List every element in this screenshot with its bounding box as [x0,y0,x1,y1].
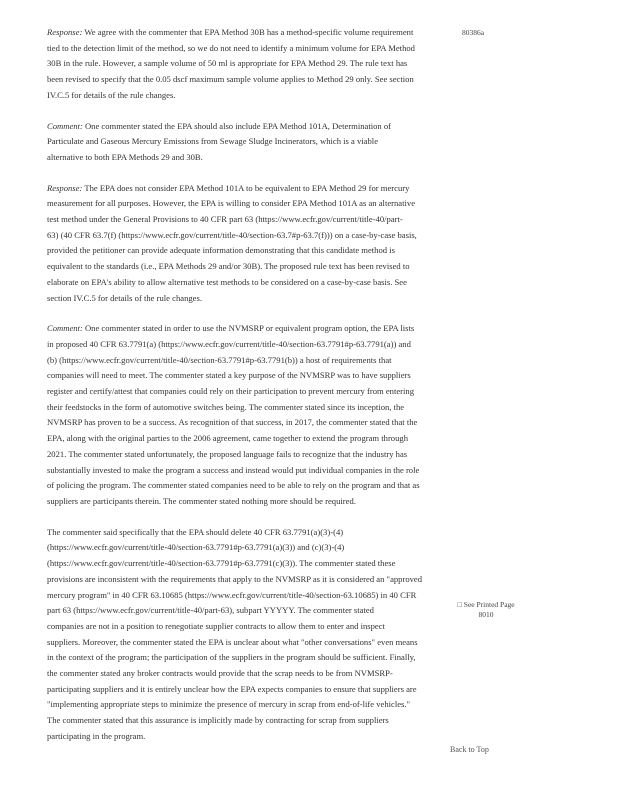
text-line [47,291,457,307]
text-line [47,25,457,41]
text-line [47,525,457,541]
document-body [47,25,457,760]
paragraph [47,525,457,745]
line-text: equivalent to the standards (i.e., EPA Methods 29 and/or 30B). The proposed rule text has been revised to [47,261,410,272]
text-line [47,635,457,651]
line-text: provided the petitioner can provide adequate information demonstrating that this candidate method is [47,245,395,256]
line-text: (b) (https://www.ecfr.gov/current/title-40/section-63.7791#p-63.7791(b)) a host of requirements that [47,354,392,365]
line-text: "implementing appropriate steps to minimize the presence of mercury in scrap from end-of-life vehicles." [47,699,411,710]
paragraph [47,321,457,509]
text-line [47,368,457,384]
back-to-top-link[interactable]: Back to Top [450,745,489,754]
line-text: been revised to specify that the 0.05 dscf maximum sample volume applies to Method 29 only. See section [47,74,414,85]
text-line [47,353,457,369]
line-text: mercury program" in 40 CFR 63.10685 (https://www.ecfr.gov/current/title-40/section-63.10685) in 40 CFR [47,589,417,600]
line-text: substantially invested to make the program a success and instead would put individual companies in the role [47,464,420,475]
line-text: IV.C.5 for details of the rule changes. [47,89,176,100]
line-text: companies will need to meet. The commenter stated a key purpose of the NVMSRP was to have suppliers [47,370,411,381]
line-text: register and certify/attest that companies could rely on their participation to prevent mercury from entering [47,386,415,397]
text-line [47,321,457,337]
printed-page-link[interactable] [456,600,516,620]
text-line [47,431,457,447]
paragraph-lead: Comment: [47,323,83,334]
line-text: (https://www.ecfr.gov/current/title-40/section-63.7791#p-63.7791(c)(3)). The commenter stated these [47,558,396,569]
text-line [47,697,457,713]
line-text: alternative to both EPA Methods 29 and 30B. [47,151,203,162]
page-icon: □ [457,600,462,609]
line-text: of policing the program. The commenter stated companies need to be able to rely on the program and that as [47,480,420,491]
text-line [47,134,457,150]
text-line [47,447,457,463]
line-text: in proposed 40 CFR 63.7791(a) (https://www.ecfr.gov/current/title-40/section-63.7791#p-63.7791(a)) and [47,338,411,349]
line-text: NVMSRP has proven to be a success. As recognition of that success, in 2017, the commenter stated that the [47,417,418,428]
text-line [47,682,457,698]
line-text: The commenter said specifically that the EPA should delete 40 CFR 63.7791(a)(3)-(4) [47,526,344,537]
text-line [47,603,457,619]
line-text: suppliers. Moreover, the commenter stated the EPA is unclear about what "other conversations" even means [47,636,418,647]
line-text: suppliers are participants therein. The commenter stated nothing more should be required. [47,495,356,506]
text-line [47,337,457,353]
text-line [47,619,457,635]
text-line [47,119,457,135]
line-text: participating suppliers and it is entirely unclear how the EPA expects companies to ensure that suppliers are [47,683,417,694]
line-text: tied to the detection limit of the method, so we do not need to identify a minimum volume for EPA Method [47,42,415,53]
line-text: section IV.C.5 for details of the rule changes. [47,292,202,303]
text-line [47,713,457,729]
line-text: (https://www.ecfr.gov/current/title-40/section-63.7791#p-63.7791(a)(3)) and (c)(3)-(4) [47,542,345,553]
text-line [47,88,457,104]
text-line [47,275,457,291]
line-text: the commenter stated any broker contracts would provide that the scrap needs to be from NVMSRP- [47,668,393,679]
line-text: 2021. The commenter stated unfortunately, the proposed language fails to recognize that the industry has [47,448,408,459]
line-text: One commenter stated in order to use the NVMSRP or equivalent program option, the EPA lists [82,323,415,334]
line-text: their feedstocks in the form of automotive switches being. The commenter stated since its inception, the [47,401,405,412]
page-marker: 80386a [462,28,485,37]
text-line [47,463,457,479]
line-text: EPA, along with the original parties to the 2006 agreement, came together to extend the program through [47,433,408,444]
line-text: in the context of the program; the participation of the suppliers in the program should be sufficient. Finally, [47,652,416,663]
paragraph [47,25,457,104]
line-text: One commenter stated the EPA should also include EPA Method 101A, Determination of [82,120,392,131]
text-line [47,478,457,494]
text-line [47,540,457,556]
text-line [47,228,457,244]
text-line [47,259,457,275]
paragraph [47,119,457,166]
text-line [47,729,457,745]
line-text: provisions are inconsistent with the requirements that apply to the NVMSRP as it is considered an "approved [47,573,423,584]
text-line [47,243,457,259]
line-text: The EPA does not consider EPA Method 101A to be equivalent to EPA Method 29 for mercury [82,182,410,193]
text-line [47,556,457,572]
line-text: elaborate on EPA's ability to allow alternative test methods to be considered on a case-by-case basis. See [47,276,407,287]
text-line [47,494,457,510]
text-line [47,196,457,212]
text-line [47,212,457,228]
line-text: 30B in the rule. However, a sample volume of 50 ml is appropriate for EPA Method 29. The rule text has [47,58,408,69]
text-line [47,666,457,682]
line-text: companies are not in a position to renegotiate supplier contracts to allow them to enter and inspect [47,620,385,631]
line-text: test method under the General Provisions to 40 CFR part 63 (https://www.ecfr.gov/current/title-40/part- [47,214,403,225]
text-line [47,650,457,666]
paragraph-lead: Comment: [47,120,83,131]
text-line [47,415,457,431]
line-text: measurement for all purposes. However, the EPA is willing to consider EPA Method 101A as an alternative [47,198,416,209]
text-line [47,72,457,88]
line-text: The commenter stated that this assurance is implicitly made by contracting for scrap from suppliers [47,715,389,726]
line-text: We agree with the commenter that EPA Method 30B has a method-specific volume requirement [82,27,414,37]
paragraph-lead: Response: [47,182,83,193]
text-line [47,400,457,416]
paragraph [47,181,457,307]
text-line [47,181,457,197]
text-line [47,572,457,588]
text-line [47,56,457,72]
line-text: 63) (40 CFR 63.7(f) (https://www.ecfr.gov/current/title-40/section-63.7#p-63.7(f))) on a case-by-case basis, [47,229,417,240]
line-text: Particulate and Gaseous Mercury Emissions from Sewage Sludge Incinerators, which is a viable [47,136,379,147]
line-text: participating in the program. [47,730,146,741]
text-line [47,588,457,604]
text-line [47,41,457,57]
printed-page-label: See Printed Page 8010 [463,600,515,619]
text-line [47,150,457,166]
line-text: part 63 (https://www.ecfr.gov/current/title-40/part-63), subpart YYYYY. The commenter stated [47,605,374,616]
text-line [47,384,457,400]
paragraph-lead: Response: [47,27,83,37]
